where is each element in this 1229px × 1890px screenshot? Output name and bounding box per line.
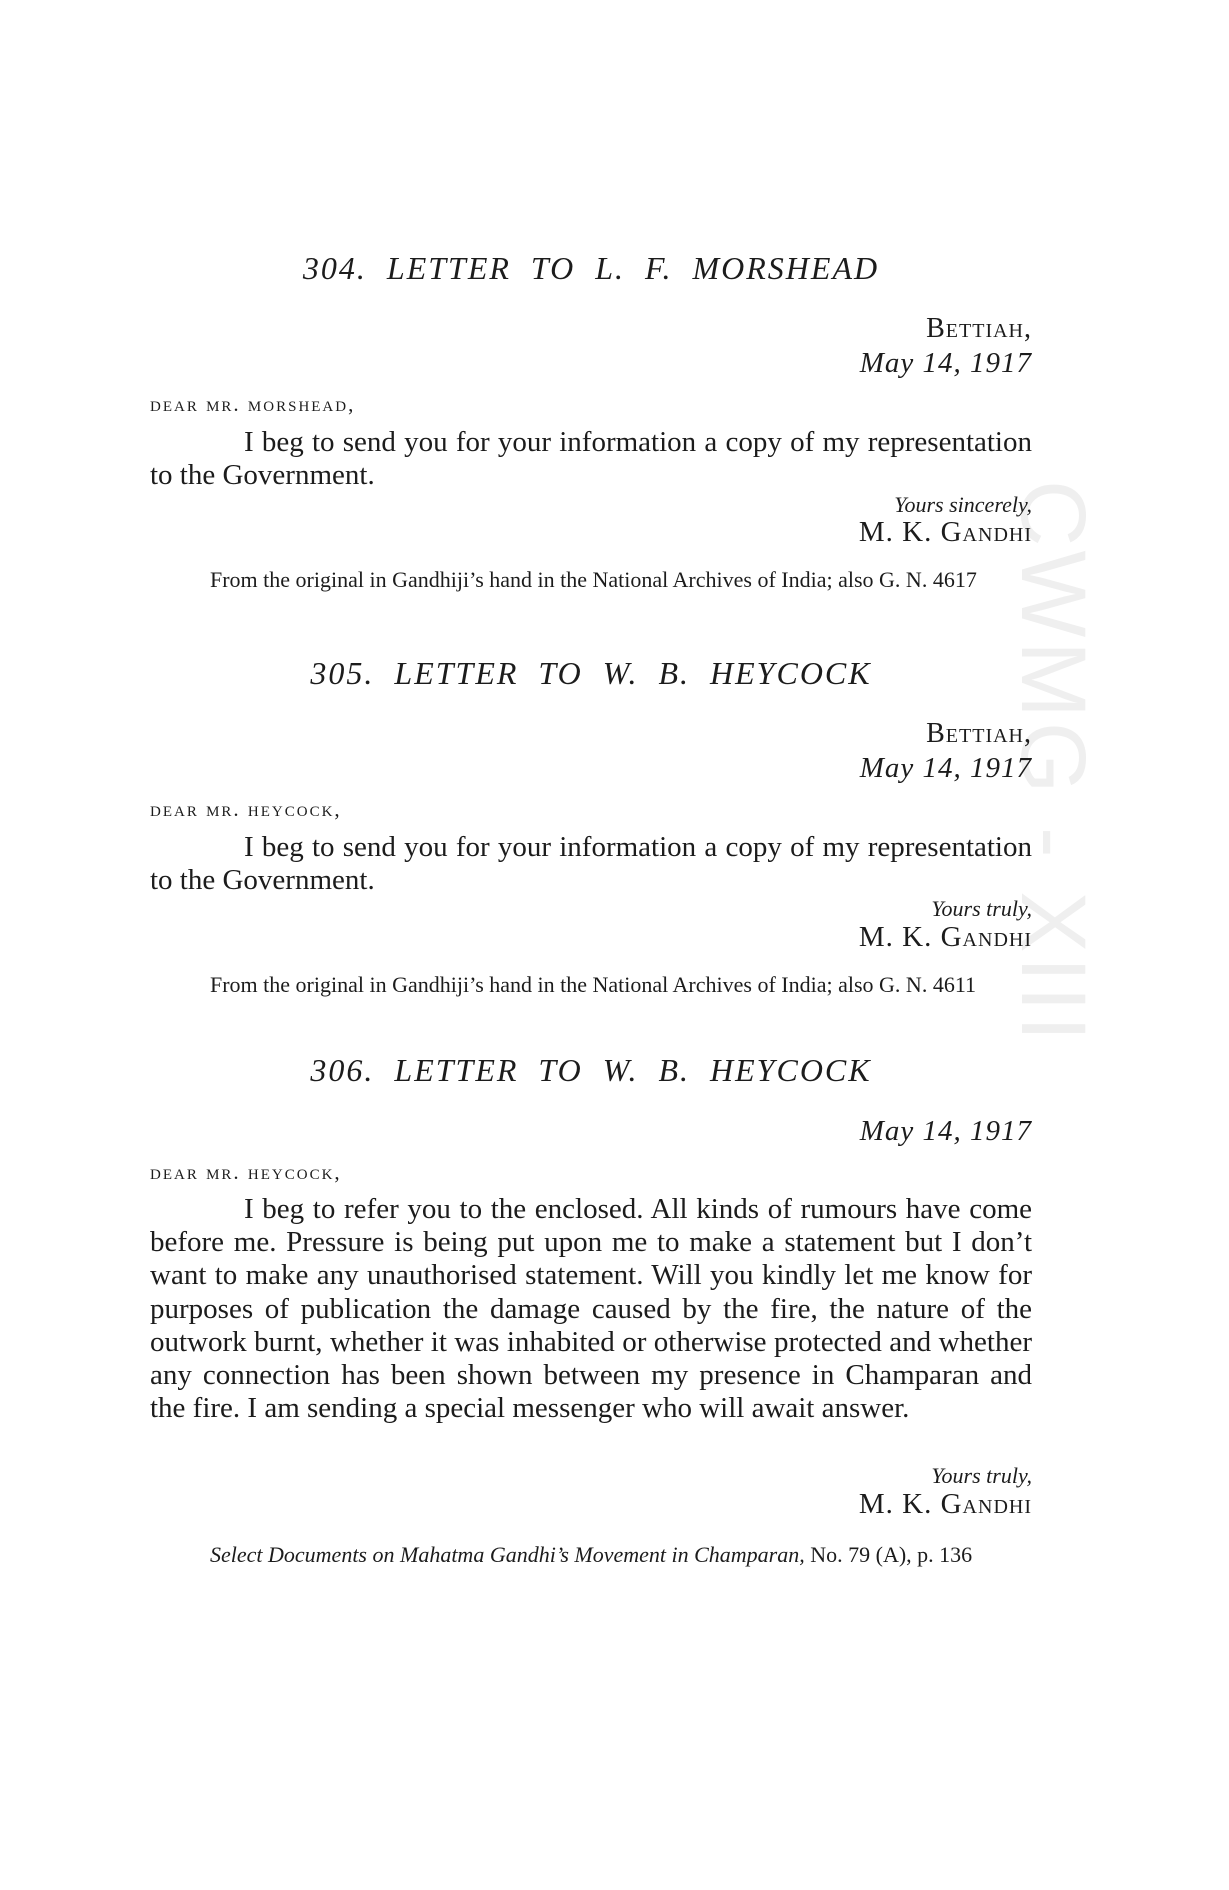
watermark-text: CWMG - XIII bbox=[1002, 480, 1104, 1046]
letter-place: Bettiah, bbox=[926, 313, 1032, 344]
letter-date: May 14, 1917 bbox=[859, 347, 1032, 379]
letter-signature: M. K. Gandhi bbox=[858, 516, 1032, 548]
letter-signature: M. K. Gandhi bbox=[858, 921, 1032, 953]
letter-salutation: dear mr. morshead, bbox=[150, 392, 356, 416]
letter-source bbox=[150, 565, 1032, 594]
document-page bbox=[150, 0, 1032, 1890]
letter-title: 304. LETTER TO L. F. MORSHEAD bbox=[302, 250, 880, 286]
letter-body-paragraph: I beg to send you for your information a copy of my representation to the Government. bbox=[150, 831, 1032, 897]
letter-place: Bettiah, bbox=[926, 718, 1032, 749]
letter-source bbox=[150, 1540, 1032, 1569]
letter-body-paragraph: I beg to refer you to the enclosed. All kinds of rumours have come before me. Pressure is being put upon me to make a statement but I don’t want to make any unauthorised statement. Will you kindly let me know for purposes of publication the damage caused by the fire, the nature of the outwork burnt, whether it was inhabited or otherwise protected and whether any connection has been shown between my presence in Champaran and the fire. I am sending a special messenger who will await answer. bbox=[150, 1193, 1032, 1425]
letter-closing: Yours truly, bbox=[931, 1463, 1032, 1488]
letter-signature: M. K. Gandhi bbox=[858, 1488, 1032, 1520]
letter-title: 306. LETTER TO W. B. HEYCOCK bbox=[310, 1052, 872, 1088]
letter-closing: Yours sincerely, bbox=[894, 492, 1032, 517]
letter-date: May 14, 1917 bbox=[859, 1115, 1032, 1147]
letter-title: 305. LETTER TO W. B. HEYCOCK bbox=[310, 655, 872, 691]
letter-closing: Yours truly, bbox=[931, 896, 1032, 921]
letter-body-paragraph: I beg to send you for your information a copy of my representation to the Government. bbox=[150, 426, 1032, 492]
source-text: From the original in Gandhiji’s hand in the National Archives of India; also G. N. 4617 bbox=[210, 567, 977, 592]
source-book-title: Select Documents on Mahatma Gandhi’s Movement in Champaran, bbox=[210, 1542, 805, 1567]
letter-salutation: dear mr. heycock, bbox=[150, 797, 342, 821]
letter-date: May 14, 1917 bbox=[859, 752, 1032, 784]
letter-salutation: dear mr. heycock, bbox=[150, 1160, 342, 1184]
source-reference: No. 79 (A), p. 136 bbox=[810, 1542, 973, 1567]
letter-body bbox=[150, 1193, 1032, 1425]
letter-source bbox=[150, 970, 1032, 999]
source-text bbox=[150, 1540, 1032, 1569]
letter-body bbox=[150, 831, 1032, 897]
letter-body bbox=[150, 426, 1032, 492]
source-text: From the original in Gandhiji’s hand in the National Archives of India; also G. N. 4611 bbox=[210, 972, 977, 997]
